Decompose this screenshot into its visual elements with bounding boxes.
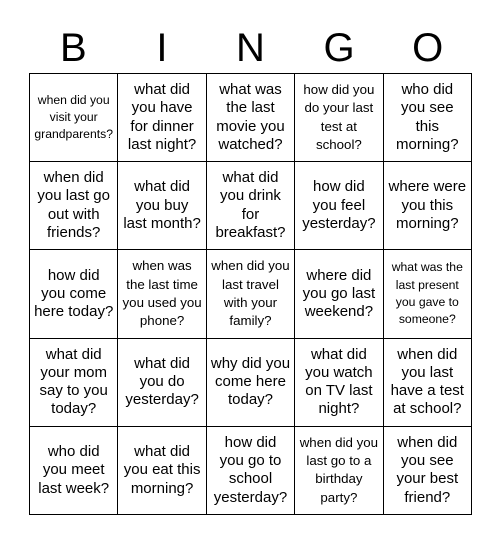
bingo-cell[interactable]: when did you last travel with your family? [207, 250, 295, 338]
bingo-cell[interactable]: when did you last go to a birthday party? [295, 427, 383, 515]
bingo-cell[interactable]: who did you see this morning? [384, 74, 472, 162]
bingo-board [29, 73, 472, 515]
bingo-header [29, 22, 472, 74]
bingo-cell[interactable]: what was the last movie you watched? [207, 74, 295, 162]
bingo-cell[interactable]: what did you do yesterday? [118, 339, 206, 427]
bingo-cell[interactable]: how did you do your last test at school? [295, 74, 383, 162]
bingo-cell[interactable]: what did your mom say to you today? [30, 339, 118, 427]
header-letter-g: G [323, 26, 355, 70]
bingo-cell[interactable]: how did you feel yesterday? [295, 162, 383, 250]
header-letter-n: N [236, 26, 265, 70]
bingo-cell[interactable]: why did you come here today? [207, 339, 295, 427]
bingo-cell[interactable]: when did you last have a test at school? [384, 339, 472, 427]
bingo-cell[interactable]: when was the last time you used you phone? [118, 250, 206, 338]
header-letter-b: B [59, 26, 87, 70]
header-letter-i: I [156, 26, 168, 70]
bingo-cell[interactable]: how did you go to school yesterday? [207, 427, 295, 515]
bingo-cell[interactable]: where were you this morning? [384, 162, 472, 250]
bingo-cell[interactable]: what did you have for dinner last night? [118, 74, 206, 162]
bingo-cell[interactable]: how did you come here today? [30, 250, 118, 338]
header-letter-o: O [412, 26, 444, 70]
bingo-cell[interactable]: what was the last present you gave to someone? [384, 250, 472, 338]
bingo-cell[interactable]: what did you buy last month? [118, 162, 206, 250]
bingo-cell[interactable]: what did you eat this morning? [118, 427, 206, 515]
bingo-cell[interactable]: what did you drink for breakfast? [207, 162, 295, 250]
bingo-cell[interactable]: where did you go last weekend? [295, 250, 383, 338]
bingo-cell[interactable]: when did you last go out with friends? [30, 162, 118, 250]
bingo-cell[interactable]: when did you visit your grandparents? [30, 74, 118, 162]
bingo-cell[interactable]: who did you meet last week? [30, 427, 118, 515]
bingo-cell[interactable]: what did you watch on TV last night? [295, 339, 383, 427]
bingo-cell[interactable]: when did you see your best friend? [384, 427, 472, 515]
